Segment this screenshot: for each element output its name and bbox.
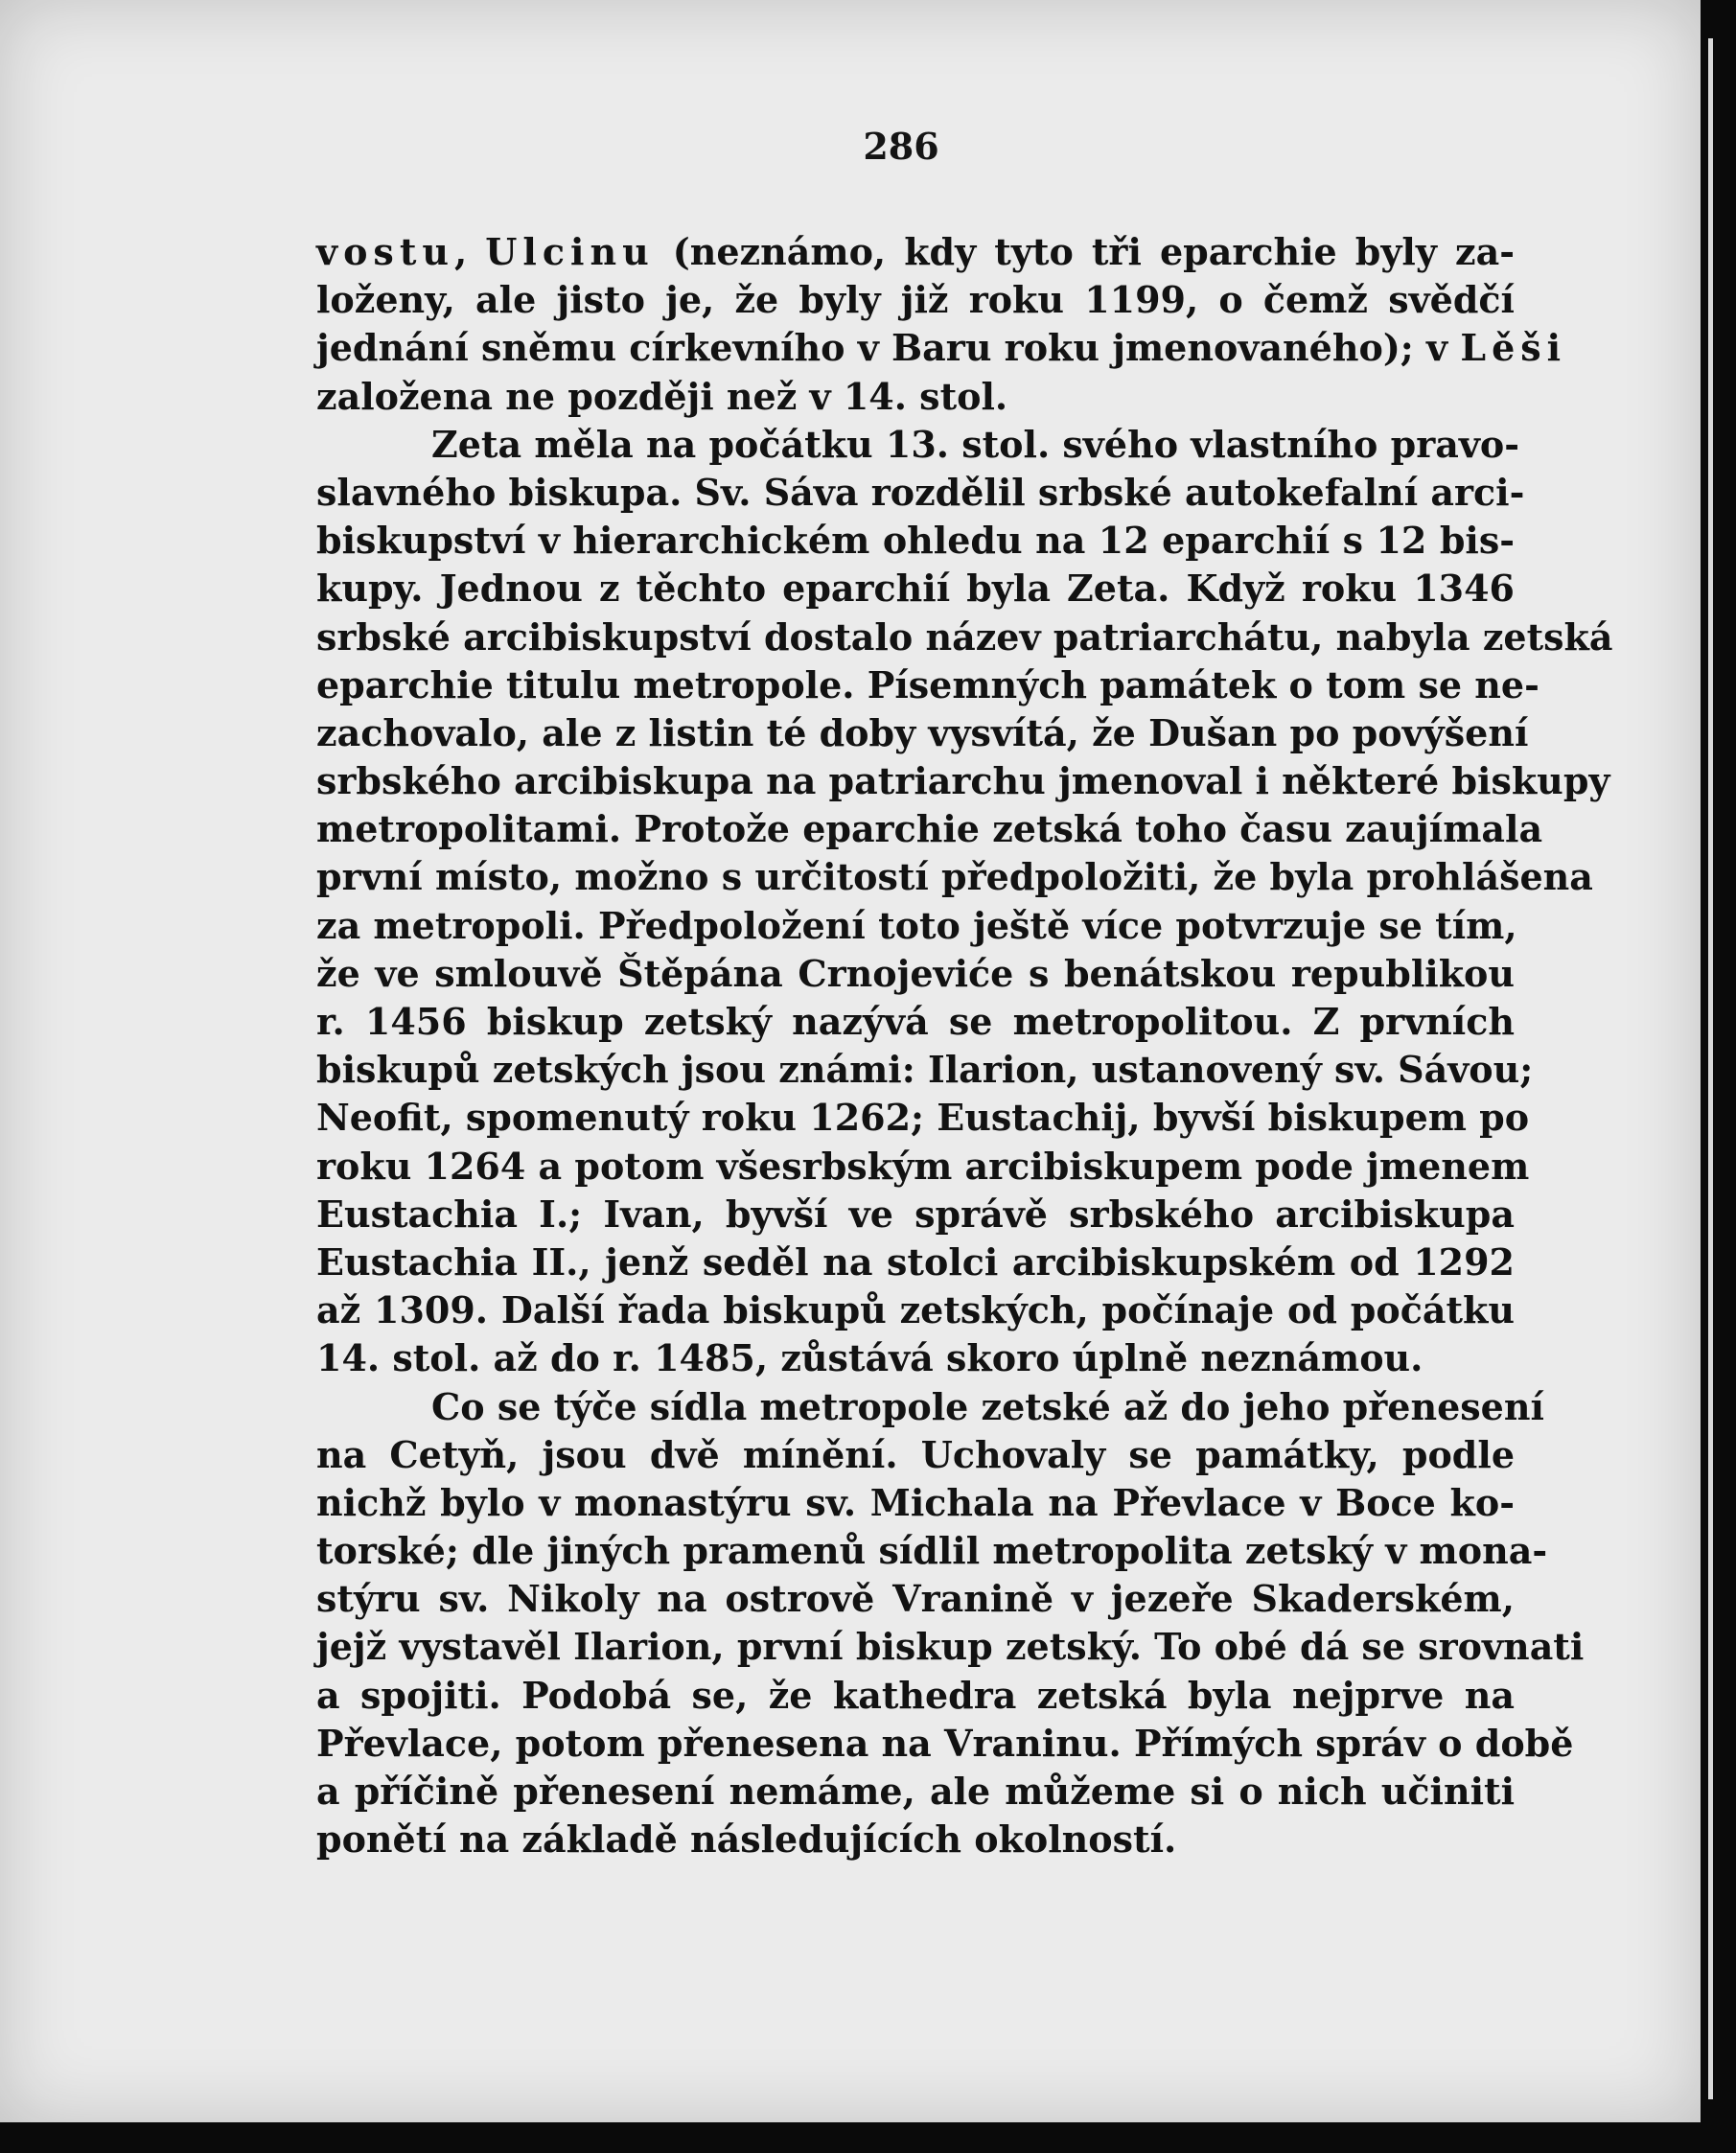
text-span: první místo, možno s určitostí předpoložiti, že byla prohlášena (316, 855, 1593, 899)
text-span: srbské arcibiskupství dostalo název patriarchátu, nabyla zetská (316, 614, 1613, 659)
text-span: stýru sv. Nikoly na ostrově Vranině v jezeře Skaderském, (316, 1577, 1515, 1621)
text-span: biskupství v hierarchickém ohledu na 12 eparchií s 12 bis- (316, 519, 1515, 563)
page-number: 286 (863, 125, 939, 168)
text-line (316, 613, 1613, 661)
text-span: torské; dle jiných pramenů sídlil metropolita zetský v mona- (316, 1529, 1548, 1573)
text-line (316, 805, 1543, 853)
text-span: Neofit, spomenutý roku 1262; Eustachij, byvší biskupem po (316, 1096, 1530, 1140)
text-span: ponětí na základě následujících okolností. (316, 1817, 1177, 1862)
text-span: a příčině přenesení nemáme, ale můžeme si o nich učiniti (316, 1770, 1515, 1813)
text-line (316, 1672, 1515, 1720)
text-span: (neznámo, kdy tyto tři eparchie byly za- (654, 230, 1515, 273)
text-line (316, 373, 1515, 421)
text-span: 14. stol. až do r. 1485, zůstává skoro úplně neznámou. (316, 1336, 1424, 1380)
text-span: že ve smlouvě Štěpána Crnojeviće s benátskou republikou (316, 951, 1515, 995)
text-span: biskupů zetských jsou známi: Ilarion, ustanovený sv. Sávou; (316, 1048, 1534, 1092)
text-line (316, 950, 1515, 998)
text-span: Převlace, potom přenesena na Vraninu. Přímých správ o době (316, 1721, 1574, 1765)
text-line (316, 1479, 1515, 1527)
text-span: Eustachia I.; Ivan, byvší ve správě srbského arcibiskupa (316, 1192, 1515, 1236)
text-span: loženy, ale jisto je, že byly již roku 1199, o čemž svědčí (316, 278, 1515, 322)
text-span: srbského arcibiskupa na patriarchu jmenoval i některé biskupy (316, 759, 1610, 803)
text-line (316, 324, 1567, 372)
adjacent-page-edge (1708, 38, 1713, 2099)
text-line (316, 757, 1610, 805)
text-line (316, 853, 1593, 901)
text-line (316, 1623, 1585, 1671)
text-line (316, 565, 1515, 613)
text-line (316, 1094, 1530, 1142)
spaced-place-name: Ulcinu (485, 230, 655, 273)
text-span: jednání sněmu církevního v Baru roku jmenovaného); v (316, 326, 1461, 370)
text-span: na Cetyň, jsou dvě mínění. Uchovaly se památky, podle (316, 1432, 1515, 1476)
text-span: slavného biskupa. Sv. Sáva rozdělil srbské autokefalní arci- (316, 470, 1525, 514)
body-text (316, 228, 1613, 1864)
text-line (316, 1191, 1515, 1239)
text-line (316, 228, 1515, 276)
text-span: nichž bylo v monastýru sv. Michala na Převlace v Boce ko- (316, 1480, 1515, 1524)
text-span: eparchie titulu metropole. Písemných památek o tom se ne- (316, 662, 1539, 706)
text-line (316, 902, 1515, 950)
text-line (316, 1046, 1534, 1094)
text-line (316, 1720, 1574, 1768)
text-line (316, 1334, 1515, 1382)
text-line (316, 1527, 1548, 1575)
text-line (316, 1143, 1530, 1191)
text-line (316, 1575, 1515, 1623)
text-span: zachovalo, ale z listin té doby vysvítá, že Dušan po povýšení (316, 710, 1529, 754)
text-span: r. 1456 biskup zetský nazývá se metropolitou. Z prvních (316, 1000, 1515, 1043)
text-line (316, 1431, 1515, 1479)
text-span: za metropoli. Předpoložení toto ještě více potvrzuje se tím, (316, 903, 1517, 947)
text-span: založena ne později než v 14. stol. (316, 374, 1008, 418)
text-line (316, 1286, 1515, 1334)
text-span: jejž vystavěl Ilarion, první biskup zetský. To obé dá se srovnati (316, 1625, 1585, 1669)
text-line (316, 469, 1525, 517)
text-line (316, 998, 1515, 1046)
text-line (316, 421, 1520, 469)
text-line (316, 1239, 1515, 1286)
text-span: , (454, 230, 486, 273)
text-span: Eustachia II., jenž seděl na stolci arcibiskupském od 1292 (316, 1239, 1515, 1284)
spaced-place-name: vostu (316, 230, 454, 273)
text-span: metropolitami. Protože eparchie zetská toho času zaujímala (316, 807, 1543, 851)
text-line (316, 276, 1515, 324)
text-line (316, 709, 1529, 757)
spaced-place-name: Lěši (1460, 326, 1567, 370)
text-span: roku 1264 a potom všesrbským arcibiskupem pode jmenem (316, 1144, 1530, 1188)
scan-edge-dark (1701, 0, 1736, 2153)
text-span: Co se týče sídla metropole zetské až do jeho přenesení (431, 1384, 1544, 1428)
text-span: Zeta měla na počátku 13. stol. svého vlastního pravo- (431, 422, 1520, 466)
text-span: až 1309. Další řada biskupů zetských, počínaje od počátku (316, 1288, 1515, 1332)
text-span: a spojiti. Podobá se, že kathedra zetská byla nejprve na (316, 1673, 1515, 1717)
text-line (316, 661, 1539, 709)
scan-bottom-edge (0, 2122, 1736, 2153)
text-line (316, 517, 1515, 565)
text-line (316, 1383, 1544, 1431)
text-line (316, 1768, 1515, 1816)
text-span: kupy. Jednou z těchto eparchií byla Zeta. Když roku 1346 (316, 567, 1515, 611)
text-line (316, 1816, 1515, 1864)
